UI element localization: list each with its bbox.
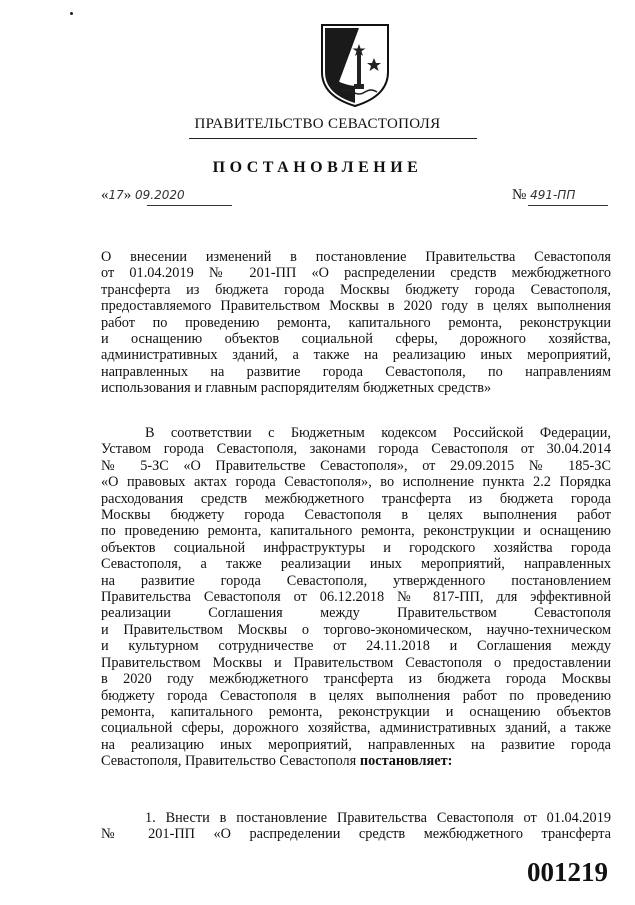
body-line: бюджету города Севастополя в целях выполнения работ по проведению	[101, 687, 611, 704]
header-rule	[189, 138, 477, 139]
title-line: административных зданий, а также на реализацию иных мероприятий,	[101, 347, 611, 364]
scan-speck	[70, 12, 73, 15]
body-final-text: Севастополя, Правительство Севастополя	[101, 753, 360, 770]
document-type-heading: ПОСТАНОВЛЕНИЕ	[212, 159, 423, 176]
form-serial-number: 001219	[527, 857, 608, 887]
resolves-keyword: постановляет	[359, 753, 448, 770]
body-line: в 2020 году межбюджетного трансферта из бюджета города Москвы	[101, 671, 611, 688]
body-line: Правительством Москвы и Правительством Севастополя о предоставлении	[101, 654, 611, 671]
sevastopol-coat-of-arms-emblem	[319, 22, 391, 108]
body-line: Правительства Севастополя от 06.12.2018 № 817-ПП, для эффективной	[101, 589, 611, 606]
title-line: О внесении изменений в постановление Правительства Севастополя	[101, 249, 611, 265]
number-underline	[528, 205, 608, 206]
body-line: и культурном сотрудничестве от 24.11.2018 и Соглашения между	[101, 638, 611, 655]
document-date	[101, 187, 185, 204]
title-line: от 01.04.2019 № 201-ПП «О распределении средств межбюджетного	[101, 265, 611, 282]
government-name: ПРАВИТЕЛЬСТВО СЕВАСТОПОЛЯ	[194, 116, 441, 132]
body-line: расходования средств межбюджетного трансферта из бюджета города	[101, 490, 611, 507]
number-prefix: №	[512, 187, 527, 203]
body-line: социальной сферы, дорожного хозяйства, административных зданий, а также	[101, 720, 611, 737]
title-line: направленных на развитие города Севастополя, по направлениям	[101, 363, 611, 380]
body-line: Москвы бюджету города Севастополя в целях выполнения работ	[101, 507, 611, 524]
body-line: № 5-ЗС «О Правительстве Севастополя», от 29.09.2015 № 185-ЗС	[101, 457, 611, 474]
date-day-handwritten: 17	[108, 188, 124, 202]
date-month-year-handwritten: 09.2020	[135, 188, 185, 202]
body-line: Севастополя, а также реализации иных мероприятий, направленных	[101, 556, 611, 573]
item-line: № 201-ПП «О распределении средств межбюджетного трансферта	[101, 826, 611, 843]
body-line: объектов социальной инфраструктуры и городского хозяйства города	[101, 539, 611, 556]
body-line: Уставом города Севастополя, законами города Севастополя от 30.04.2014	[101, 441, 611, 458]
document-title	[101, 249, 611, 397]
item-line: 1. Внести в постановление Правительства Севастополя от 01.04.2019	[145, 810, 611, 826]
body-line: «О правовых актах города Севастополя», во исполнение пункта 2.2 Порядка	[101, 474, 611, 491]
body-line: и Правительством Москвы о торгово-экономическом, научно-техническом	[101, 621, 611, 638]
resolution-item-1	[101, 810, 611, 843]
body-line: ремонта, капитального ремонта, реконструкции и оснащению объектов	[101, 703, 611, 720]
body-line: на развитие города Севастополя, утвержденного постановлением	[101, 572, 611, 589]
body-line: по проведению ремонта, капитального ремонта, реконструкции и оснащению	[101, 523, 611, 540]
resolves-colon: :	[447, 753, 453, 770]
body-line: В соответствии с Бюджетным кодексом Российской Федерации,	[145, 425, 611, 441]
document-number	[512, 187, 575, 204]
date-open-quote: «	[101, 187, 109, 203]
body-line: на реализацию иных мероприятий, направленных на развитие города	[101, 736, 611, 753]
body-final-line	[101, 753, 611, 769]
title-line: использования и главным распорядителям бюджетных средств»	[101, 380, 492, 397]
title-line: и оснащению объектов социальной сферы, дорожного хозяйства,	[101, 331, 611, 348]
number-value-handwritten: 491-ПП	[530, 188, 576, 202]
date-close-quote: »	[123, 187, 132, 203]
title-line: работ по проведению ремонта, капитального ремонта, реконструкции	[101, 314, 611, 331]
body-line: реализации Соглашения между Правительством Севастополя	[101, 605, 611, 622]
title-line: трансферта из бюджета города Москвы бюджету города Севастополя,	[101, 281, 611, 298]
preamble-paragraph	[101, 425, 611, 770]
date-underline	[147, 205, 232, 206]
title-line: предоставляемого Правительством Москвы в 2020 году в целях выполнения	[101, 298, 611, 315]
